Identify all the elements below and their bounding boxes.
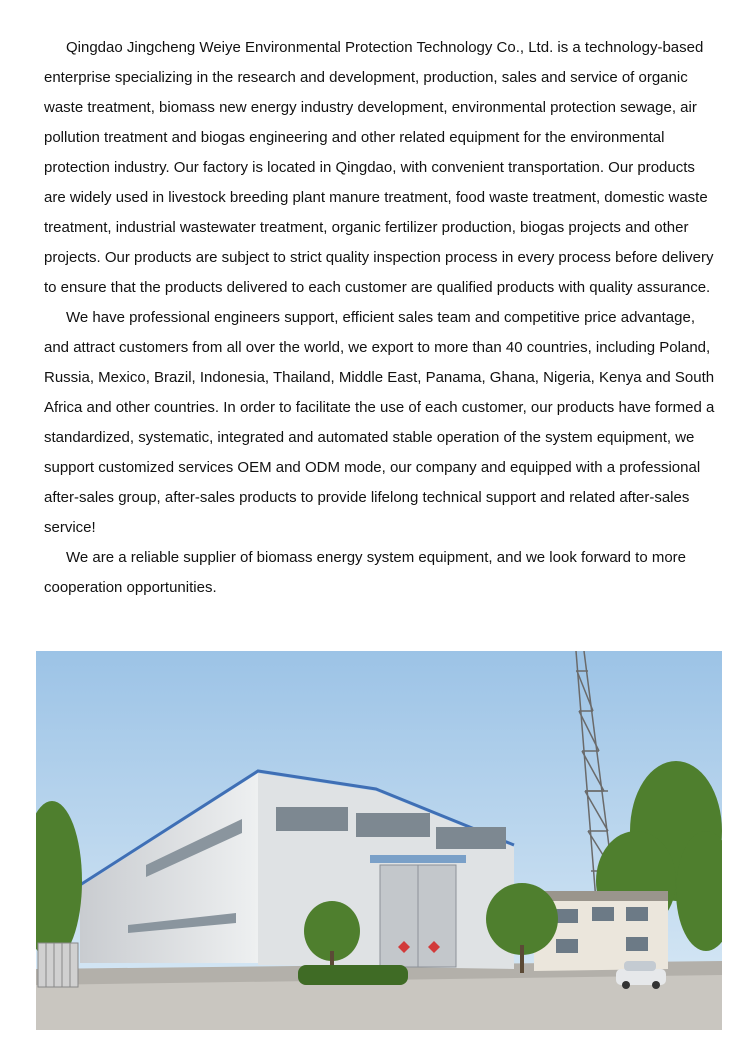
gate xyxy=(38,943,78,987)
export-paragraph: We have professional engineers support, efficient sales team and competitive price advantage, and attract customers from all over the world, we export to more than 40 countries, including Poland, Russia, Mexico, Brazil, Indonesia, Thailand, Middle East, Panama, Ghana, Nigeria, Kenya and South Africa and other countries. In order to facilitate the use of each customer, our products have formed a standardized, systematic, integrated and automated stable operation of the system equipment, we support customized services OEM and ODM mode, our company and equipped with a professional after-sales group, after-sales products to provide lifelong technical support and related after-sales service! xyxy=(44,309,715,536)
hedge xyxy=(298,965,408,985)
factory-photo xyxy=(36,651,722,1030)
intro-paragraph: Qingdao Jingcheng Weiye Environmental Protection Technology Co., Ltd. is a technology-based enterprise specializing in the research and development, production, sales and service of organic waste treatment, biomass new energy industry development, environmental protection sewage, air pollution treatment and biogas engineering and other related equipment for the environmental protection industry. Our factory is located in Qingdao, with convenient transportation. Our products are widely used in livestock breeding plant manure treatment, food waste treatment, domestic waste treatment, industrial wastewater treatment, organic fertilizer production, biogas projects and other projects. Our products are subject to strict quality inspection process in every process before delivery to ensure that the products delivered to each customer are qualified products with quality assurance. xyxy=(44,39,714,296)
company-description xyxy=(44,33,720,603)
closing-paragraph: We are a reliable supplier of biomass energy system equipment, and we look forward to more cooperation opportunities. xyxy=(44,549,687,596)
door-canopy xyxy=(370,855,466,863)
